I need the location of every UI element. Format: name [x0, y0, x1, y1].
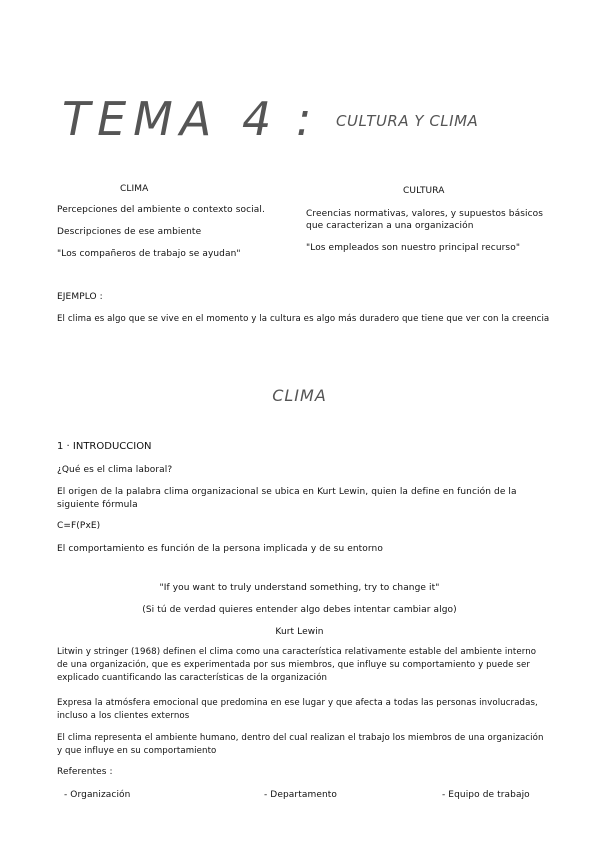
question: ¿Qué es el clima laboral? [57, 465, 173, 475]
clima-item: "Los compañeros de trabajo se ayudan" [57, 249, 241, 259]
expresa-text: Expresa la atmósfera emocional que predomina en ese lugar y que afecta a todas las personas involucradas, incluso a los clientes externos [57, 698, 538, 721]
tema-subtitle: CULTURA Y CLIMA [336, 112, 479, 130]
ejemplo-text: El clima es algo que se vive en el momento y la cultura es algo más duradero que tiene que ver con la creencia [57, 314, 550, 324]
cultura-item: Creencias normativas, valores, y supuestos básicos que caracterizan a una organización [306, 209, 544, 231]
tema-word: TEMA [62, 92, 219, 146]
quote-spanish: (Si tú de verdad quieres entender algo debes intentar cambiar algo) [142, 605, 457, 615]
referente-item: - Organización [64, 790, 131, 800]
cultura-item: "Los empleados son nuestro principal recurso" [306, 243, 521, 253]
clima-item: Percepciones del ambiente o contexto social. [57, 205, 265, 215]
tema-colon: : [296, 92, 312, 146]
referente-item: - Departamento [264, 790, 337, 800]
referentes-label: Referentes : [57, 767, 113, 777]
origin-text: El origen de la palabra clima organizacional se ubica en Kurt Lewin, quien la define en función de la siguiente fórmula [57, 487, 517, 510]
tema-number: 4 [242, 92, 279, 146]
litwin-text: Litwin y stringer (1968) definen el clima como una característica relativamente estable del ambiente interno de una organización, que es experimentada por sus miembros, que influye su comportamiento y puede ser explicado cuantificando las características de la organización [57, 647, 537, 683]
referente-item: - Equipo de trabajo [442, 790, 530, 800]
clima-item: Descripciones de ese ambiente [57, 227, 202, 237]
quote-english: "If you want to truly understand something, try to change it" [159, 583, 440, 593]
formula: C=F(PxE) [57, 521, 101, 531]
section-title: CLIMA [272, 386, 327, 405]
ejemplo-label: EJEMPLO : [57, 292, 103, 302]
behavior-text: El comportamiento es función de la persona implicada y de su entorno [57, 544, 383, 554]
quote-author: Kurt Lewin [275, 627, 324, 637]
clima-heading: CLIMA [120, 184, 149, 194]
cultura-heading: CULTURA [403, 186, 445, 196]
representa-text: El clima representa el ambiente humano, dentro del cual realizan el trabajo los miembros de una organización y que influye en su comportamiento [57, 733, 544, 756]
intro-heading: 1 · INTRODUCCION [57, 441, 152, 452]
